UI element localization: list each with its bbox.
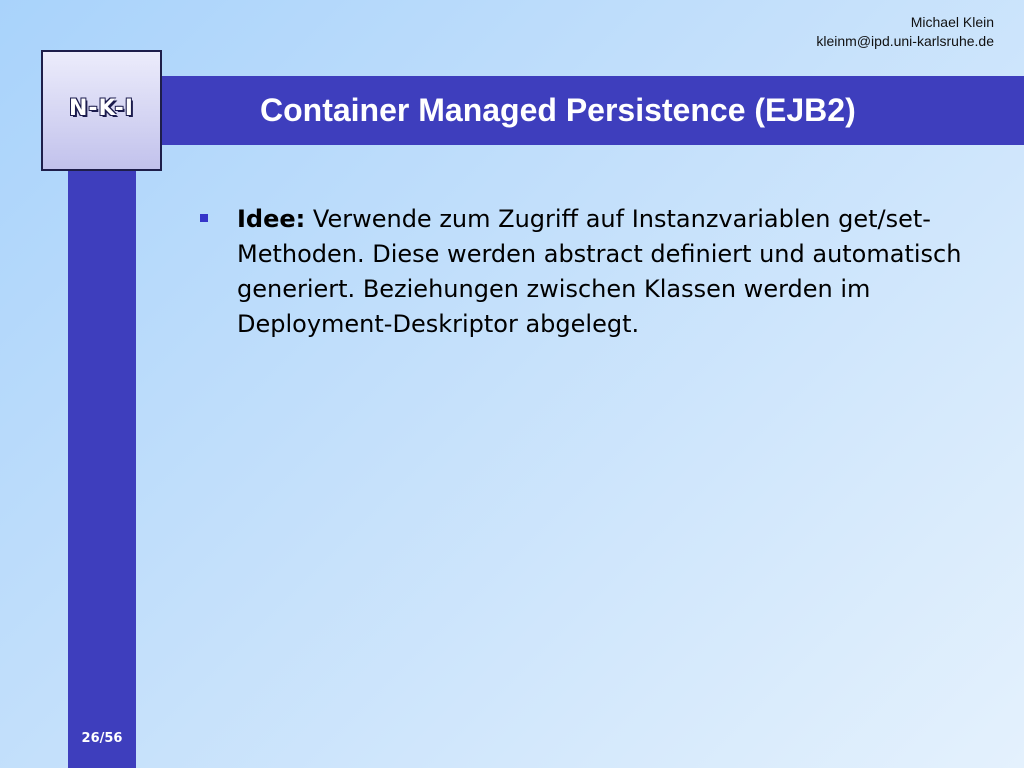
logo-text: N-K-I — [69, 96, 134, 121]
square-bullet-icon — [200, 214, 208, 222]
bullet-term: Idee: — [237, 205, 306, 233]
slide-title: Container Managed Persistence (EJB2) — [260, 92, 856, 128]
logo — [41, 50, 162, 171]
author-email: kleinm@ipd.uni-karlsruhe.de — [816, 33, 994, 49]
author-name: Michael Klein — [910, 14, 994, 30]
bullet-list — [197, 202, 977, 342]
bullet-text: Verwende zum Zugriff auf Instanzvariablen get/set-Methoden. Diese werden abstract definiert und automatisch generiert. Beziehungen zwischen Klassen werden im Deployment-Deskriptor abgelegt. — [237, 205, 962, 338]
list-item — [197, 202, 977, 342]
left-accent-bar — [68, 170, 136, 768]
title-bar — [162, 76, 1024, 145]
author-info — [816, 13, 994, 51]
page-number: 26/56 — [81, 731, 123, 746]
